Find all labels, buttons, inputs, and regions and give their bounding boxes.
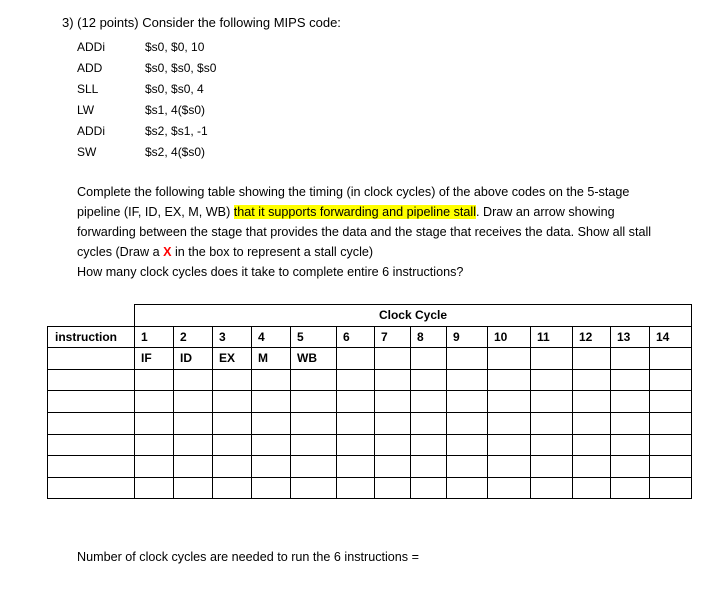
code-args: $s0, $s0, $s0 (145, 61, 217, 75)
stage-cell[interactable] (411, 412, 447, 434)
cycle-number: 1 (135, 326, 174, 348)
stage-cell[interactable] (531, 391, 573, 413)
stage-cell[interactable] (135, 477, 174, 499)
cycle-number: 4 (252, 326, 291, 348)
code-op: ADD (77, 61, 103, 75)
code-op: SLL (77, 82, 99, 96)
stage-cell[interactable] (135, 369, 174, 391)
stage-cell[interactable] (488, 477, 531, 499)
stage-cell[interactable] (611, 369, 650, 391)
code-op: SW (77, 145, 97, 159)
pipeline-table (47, 304, 692, 499)
stage-cell[interactable] (611, 434, 650, 456)
stage-cell[interactable] (611, 412, 650, 434)
stage-cell[interactable] (573, 456, 611, 478)
stage-cell[interactable] (488, 348, 531, 370)
stage-cell[interactable] (135, 412, 174, 434)
instruction-label: instruction (48, 326, 135, 348)
table-row (48, 477, 692, 499)
stage-cell[interactable]: EX (213, 348, 252, 370)
stage-cell[interactable] (252, 412, 291, 434)
stage-cell[interactable] (135, 456, 174, 478)
para-text: Complete the following table showing the timing (in clock cycles) of the above codes on the 5-stage pipeline (IF, ID, EX, M, WB) (77, 185, 630, 219)
question-text: How many clock cycles does it take to complete entire 6 instructions? (77, 265, 464, 279)
stage-cell[interactable] (337, 369, 375, 391)
stage-cell[interactable] (291, 369, 337, 391)
stage-cell[interactable] (337, 477, 375, 499)
question-title: 3) (12 points) Consider the following MIPS code: (62, 15, 341, 30)
cycle-number: 3 (213, 326, 252, 348)
stage-cell[interactable] (291, 412, 337, 434)
stage-cell[interactable] (174, 434, 213, 456)
instruction-cell[interactable] (48, 456, 135, 478)
stage-cell[interactable] (447, 348, 488, 370)
stage-cell[interactable] (291, 456, 337, 478)
stage-cell[interactable] (488, 412, 531, 434)
code-line (77, 143, 216, 164)
code-line (77, 80, 216, 101)
stage-cell[interactable] (375, 391, 411, 413)
stage-cell[interactable] (213, 369, 252, 391)
code-args: $s1, 4($s0) (145, 103, 206, 117)
highlighted-text: that it supports forwarding and pipeline stall (233, 205, 476, 219)
stage-cell[interactable] (411, 391, 447, 413)
example-row (48, 348, 692, 370)
stage-cell[interactable] (375, 412, 411, 434)
stage-cell[interactable] (252, 434, 291, 456)
stage-cell[interactable] (252, 477, 291, 499)
cycle-number: 14 (650, 326, 692, 348)
stage-cell[interactable] (447, 369, 488, 391)
stage-cell[interactable] (573, 369, 611, 391)
stage-cell[interactable] (573, 348, 611, 370)
stage-cell[interactable] (252, 456, 291, 478)
stage-cell[interactable] (650, 391, 692, 413)
clock-cycle-label: Clock Cycle (135, 305, 692, 327)
stage-cell[interactable] (411, 477, 447, 499)
table-row (48, 391, 692, 413)
stage-cell[interactable] (375, 348, 411, 370)
stage-cell[interactable] (213, 391, 252, 413)
stage-cell[interactable] (650, 434, 692, 456)
stage-cell[interactable] (337, 434, 375, 456)
stage-cell[interactable] (447, 456, 488, 478)
instruction-cell[interactable] (48, 412, 135, 434)
stage-cell[interactable] (573, 412, 611, 434)
table-row (48, 412, 692, 434)
code-line (77, 101, 216, 122)
stage-cell[interactable] (650, 412, 692, 434)
para-text: in the box to represent a stall cycle) (171, 245, 374, 259)
stage-cell[interactable] (611, 456, 650, 478)
stage-cell[interactable] (447, 434, 488, 456)
code-line (77, 38, 216, 59)
stage-cell[interactable] (611, 477, 650, 499)
stage-cell[interactable] (488, 456, 531, 478)
stage-cell[interactable] (447, 391, 488, 413)
stage-cell[interactable] (411, 434, 447, 456)
stage-cell[interactable] (174, 391, 213, 413)
para-text: . Draw an arrow showing forwarding between the stage that provides the data and the stage that receives the data. Show all stall cycles (Draw a (77, 205, 652, 259)
code-line (77, 122, 216, 143)
stage-cell[interactable] (447, 412, 488, 434)
stage-cell[interactable] (135, 434, 174, 456)
stage-cell[interactable] (411, 348, 447, 370)
instruction-cell[interactable] (48, 348, 135, 370)
stage-cell[interactable] (531, 477, 573, 499)
instruction-cell[interactable] (48, 434, 135, 456)
code-args: $s2, $s1, -1 (145, 124, 208, 138)
table-row (48, 434, 692, 456)
stage-cell[interactable] (213, 434, 252, 456)
stage-cell[interactable] (375, 434, 411, 456)
header-row-cycles (48, 326, 692, 348)
code-args: $s0, $s0, 4 (145, 82, 204, 96)
stage-cell[interactable] (650, 456, 692, 478)
answer-prompt: Number of clock cycles are needed to run the 6 instructions = (77, 550, 419, 564)
stage-cell[interactable] (573, 391, 611, 413)
cycle-number: 10 (488, 326, 531, 348)
stage-cell[interactable] (252, 391, 291, 413)
code-args: $s0, $0, 10 (145, 40, 205, 54)
stage-cell[interactable] (213, 412, 252, 434)
stage-cell[interactable] (573, 434, 611, 456)
stage-cell[interactable] (337, 456, 375, 478)
cycle-number: 8 (411, 326, 447, 348)
stage-cell[interactable]: WB (291, 348, 337, 370)
header-row-clock (48, 305, 692, 327)
table-row (48, 456, 692, 478)
table-row (48, 369, 692, 391)
stage-cell[interactable] (375, 369, 411, 391)
stage-cell[interactable] (531, 456, 573, 478)
stage-cell[interactable] (213, 456, 252, 478)
stage-cell[interactable] (531, 369, 573, 391)
stage-cell[interactable]: IF (135, 348, 174, 370)
cycle-number: 12 (573, 326, 611, 348)
stage-cell[interactable] (611, 348, 650, 370)
stage-cell[interactable] (174, 412, 213, 434)
stage-cell[interactable] (411, 369, 447, 391)
instructions-paragraph (77, 182, 657, 282)
stage-cell[interactable] (337, 412, 375, 434)
stage-cell[interactable]: M (252, 348, 291, 370)
stage-cell[interactable] (488, 434, 531, 456)
stage-cell[interactable] (252, 369, 291, 391)
stage-cell[interactable] (375, 456, 411, 478)
stage-cell[interactable] (650, 477, 692, 499)
stage-cell[interactable] (174, 369, 213, 391)
stage-cell[interactable] (488, 391, 531, 413)
code-line (77, 59, 216, 80)
stage-cell[interactable] (650, 348, 692, 370)
instruction-cell[interactable] (48, 477, 135, 499)
cycle-number: 9 (447, 326, 488, 348)
instruction-cell[interactable] (48, 369, 135, 391)
stage-cell[interactable] (488, 369, 531, 391)
stage-cell[interactable] (531, 348, 573, 370)
stage-cell[interactable] (447, 477, 488, 499)
stage-cell[interactable] (531, 434, 573, 456)
cycle-number: 5 (291, 326, 337, 348)
stage-cell[interactable] (337, 348, 375, 370)
stage-cell[interactable] (573, 477, 611, 499)
stage-cell[interactable] (291, 434, 337, 456)
code-op: ADDi (77, 124, 106, 138)
cycle-number: 13 (611, 326, 650, 348)
stage-cell[interactable] (650, 369, 692, 391)
stage-cell[interactable] (291, 391, 337, 413)
stage-cell[interactable] (135, 391, 174, 413)
stage-cell[interactable] (213, 477, 252, 499)
stage-cell[interactable] (337, 391, 375, 413)
stall-x-mark: X (163, 245, 172, 259)
cycle-number: 11 (531, 326, 573, 348)
instruction-cell[interactable] (48, 391, 135, 413)
cycle-number: 6 (337, 326, 375, 348)
stage-cell[interactable] (531, 412, 573, 434)
stage-cell[interactable]: ID (174, 348, 213, 370)
code-op: ADDi (77, 40, 106, 54)
cycle-number: 2 (174, 326, 213, 348)
stage-cell[interactable] (375, 477, 411, 499)
stage-cell[interactable] (174, 456, 213, 478)
stage-cell[interactable] (174, 477, 213, 499)
cycle-number: 7 (375, 326, 411, 348)
stage-cell[interactable] (291, 477, 337, 499)
mips-code (77, 38, 216, 164)
stage-cell[interactable] (611, 391, 650, 413)
code-op: LW (77, 103, 95, 117)
code-args: $s2, 4($s0) (145, 145, 206, 159)
corner-cell (48, 305, 135, 327)
stage-cell[interactable] (411, 456, 447, 478)
